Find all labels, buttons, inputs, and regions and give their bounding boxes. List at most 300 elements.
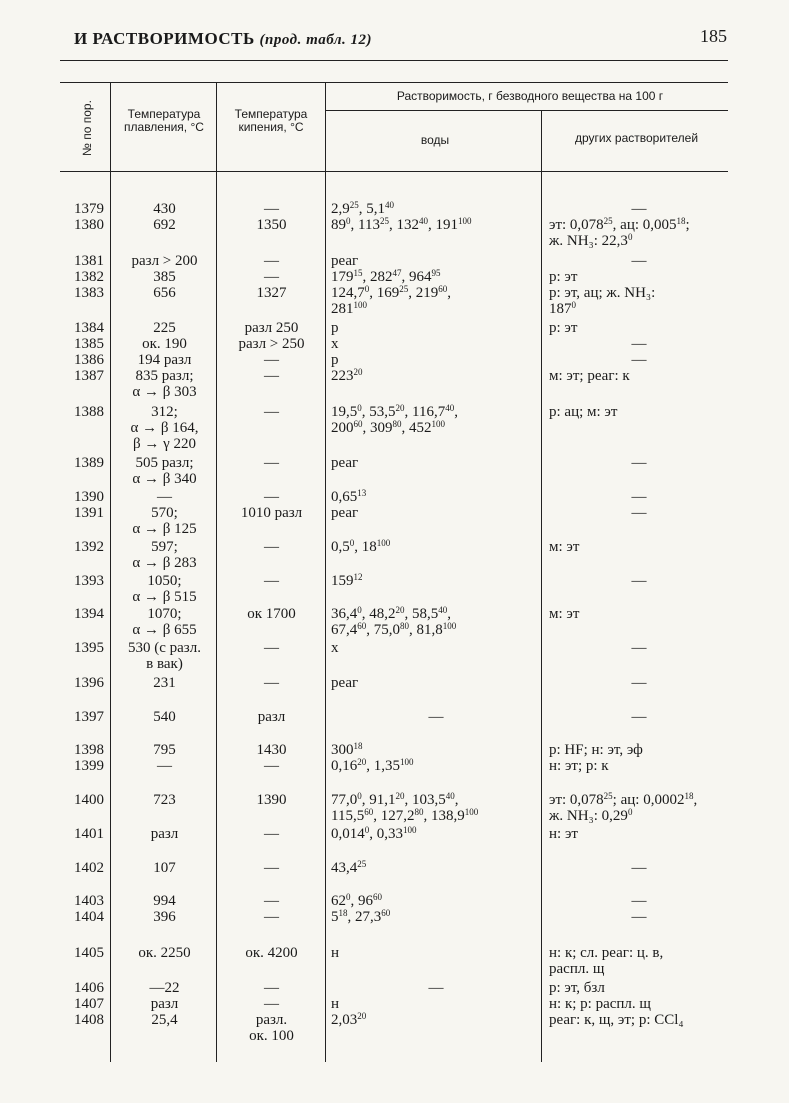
boiling-point [218,640,325,656]
melting-point [113,860,216,876]
melting-point-line: 723 [153,792,176,808]
row-number: 1382 [74,269,104,285]
water-solubility [331,640,541,656]
row-number: 1403 [74,893,104,909]
melting-point [113,336,216,352]
water-solubility [331,826,541,842]
other-solubility-line: м: эт [549,539,580,555]
other-solubility [549,455,729,471]
water-solubility-line: р [331,352,339,368]
other-solubility-line: — [631,893,647,909]
other-solubility [549,945,729,977]
other-solubility-line: н: к; сл. реаг: ц. в, [549,945,664,961]
melting-point [113,269,216,285]
melting-point [113,285,216,301]
row-number: 1393 [74,573,104,589]
water-solubility [331,860,541,876]
melting-point [113,404,216,452]
melting-point-line: 692 [153,217,176,233]
other-solubility [549,640,729,656]
melting-point-line: 430 [153,201,176,217]
other-solubility [549,709,729,725]
boiling-point-line: ок. 100 [249,1028,294,1044]
water-solubility-line: $89^0$, $113^{25}$, $132^{40}$, $191^{100}$ [331,216,472,233]
melting-point-line: α → β 340 [132,471,197,487]
water-solubility [331,893,541,909]
other-solubility-line: — [631,909,647,925]
boiling-point [218,539,325,555]
water-solubility-line: — [428,980,444,996]
melting-point-line: 25,4 [151,1012,178,1028]
water-solubility [331,675,541,691]
other-solubility-line: — [631,201,647,217]
melting-point-line: 225 [153,320,176,336]
melting-point-line: разл > 200 [131,253,198,269]
water-solubility [331,742,541,758]
melting-point-line: ок. 190 [142,336,187,352]
row-number: 1390 [74,489,104,505]
water-solubility [331,404,541,436]
melting-point [113,253,216,269]
row-number: 1380 [74,217,104,233]
other-solubility-line: р: эт, ац; ж. NH₃: [549,285,656,301]
row-number: 1396 [74,675,104,691]
boiling-point-line: 1350 [256,217,287,233]
row-number: 1400 [74,792,104,808]
melting-point [113,539,216,571]
boiling-point [218,606,325,622]
boiling-point [218,352,325,368]
top-rule [60,60,728,61]
other-solubility [549,336,729,352]
water-solubility-line: реаг [331,505,359,521]
boiling-point-line: разл > 250 [238,336,305,352]
boiling-point [218,909,325,925]
other-solubility-line: — [631,336,647,352]
boiling-point [218,201,325,217]
other-solubility-line: н: эт [549,826,578,842]
other-solubility-line: — [631,675,647,691]
other-solubility [549,320,729,336]
other-solubility-line: ж. NH₃: 22,3$^0$ [549,232,633,249]
boiling-point [218,1012,325,1044]
boiling-point [218,253,325,269]
row-number: 1394 [74,606,104,622]
water-solubility-line: реаг [331,253,359,269]
boiling-point [218,860,325,876]
water-solubility-line: $300^{18}$ [331,741,363,758]
water-solubility [331,792,541,824]
boiling-point-line: 1327 [256,285,287,301]
row-number: 1398 [74,742,104,758]
melting-point-line: — [157,758,172,774]
melting-point-line: 530 (с разл. [128,640,201,656]
water-solubility [331,285,541,317]
row-number: 1387 [74,368,104,384]
boiling-point-line: 1430 [256,742,287,758]
boiling-point [218,269,325,285]
boiling-point [218,675,325,691]
melting-point-line: 994 [153,893,176,909]
other-solubility-line: — [631,489,647,505]
water-solubility-line: 67,4$^{60}$, 75,0$^{80}$, 81,8$^{100}$ [331,621,457,638]
row-number: 1408 [74,1012,104,1028]
solubility-rule [325,110,728,111]
melting-point-line: — [157,489,172,505]
boiling-point [218,980,325,996]
row-number: 1388 [74,404,104,420]
melting-point [113,792,216,808]
water-solubility-line: реаг [331,455,359,471]
boiling-point-line: — [264,996,279,1012]
boiling-point-line: 1010 разл [240,505,303,521]
melting-point [113,368,216,400]
row-number: 1392 [74,539,104,555]
water-solubility-line: х [331,640,339,656]
melting-point-line: 385 [153,269,176,285]
water-solubility-line: р [331,320,339,336]
melting-point-line: в вак) [146,656,183,672]
boiling-point-line: — [264,489,279,505]
melting-point [113,573,216,605]
boiling-point-line: — [264,352,279,368]
other-solubility-line: н: эт; р: к [549,758,609,774]
melting-point [113,320,216,336]
water-solubility [331,253,541,269]
boiling-point [218,489,325,505]
other-solubility [549,758,729,774]
other-solubility-line: ж. NH₃: 0,29$^0$ [549,807,633,824]
water-solubility [331,352,541,368]
melting-point [113,505,216,537]
water-solubility-line: 19,5$^0$, 53,5$^{20}$, 116,7$^{40}$, [331,403,458,420]
boiling-point-line: — [264,404,279,420]
other-solubility [549,675,729,691]
boiling-point-line: — [264,826,279,842]
row-number: 1405 [74,945,104,961]
other-solubility [549,368,729,384]
boiling-point-line: 1390 [256,792,287,808]
water-solubility [331,709,541,725]
melting-point-line: разл [150,826,179,842]
water-solubility-line: — [428,709,444,725]
melting-point [113,606,216,638]
melting-point-line: 396 [153,909,176,925]
other-solubility [549,860,729,876]
page-number: 185 [700,26,727,46]
boiling-point [218,573,325,589]
melting-point-line: α → β 125 [132,521,197,537]
header-other: других растворителей [574,131,699,145]
water-solubility [331,573,541,589]
other-solubility-line: р: эт, бзл [549,980,605,996]
section-subtitle: (прод. табл. 12) [259,32,373,48]
boiling-point [218,792,325,808]
other-solubility [549,909,729,925]
water-solubility-line: 0,014$^0$, 0,33$^{100}$ [331,825,417,842]
boiling-point-line: — [264,893,279,909]
water-solubility [331,980,541,996]
melting-point [113,1012,216,1028]
other-solubility [549,253,729,269]
water-solubility [331,336,541,352]
header-melting: Температура плавления, °С [124,107,204,134]
other-solubility [549,505,729,521]
row-number: 1401 [74,826,104,842]
row-number: 1406 [74,980,104,996]
row-number: 1386 [74,352,104,368]
row-number: 1385 [74,336,104,352]
other-solubility [549,539,729,555]
melting-point-line: —22 [149,980,180,996]
water-solubility-line: $62^0$, $96^{60}$ [331,892,382,909]
water-solubility-line: $223^{20}$ [331,367,363,384]
water-solubility-line: $0,5^0$, $18^{100}$ [331,538,391,555]
header-solubility: Растворимость, г безводного вещества на 100 г [396,89,664,103]
other-solubility-line: — [631,640,647,656]
melting-point-line: α → β 655 [132,622,197,638]
row-number: 1381 [74,253,104,269]
water-solubility-line: 36,4$^0$, 48,2$^{20}$, 58,5$^{40}$, [331,605,451,622]
boiling-point-line: — [264,758,279,774]
water-solubility-line: н [331,945,340,961]
boiling-point-line: ок. 4200 [245,945,298,961]
melting-point [113,489,216,505]
other-solubility-line: — [631,709,647,725]
other-solubility [549,285,729,317]
other-solubility-line: — [631,505,647,521]
water-solubility [331,269,541,285]
other-solubility [549,1012,729,1028]
boiling-point-line: — [264,675,279,691]
melting-point-line: α → β 283 [132,555,197,571]
melting-point-line: 656 [153,285,176,301]
boiling-point-line: — [264,253,279,269]
other-solubility-line: м: эт; реаг: к [549,368,630,384]
boiling-point-line: разл 250 [244,320,299,336]
other-solubility-line: реаг: к, щ, эт; р: CCl₄ [549,1012,684,1028]
boiling-point [218,404,325,420]
water-solubility [331,489,541,505]
boiling-point [218,336,325,352]
other-solubility-line: распл. щ [549,961,605,977]
boiling-point-line: — [264,860,279,876]
other-solubility-line: р: ац; м: эт [549,404,618,420]
other-solubility-line: р: HF; н: эт, эф [549,742,643,758]
melting-point-line: разл [150,996,179,1012]
other-solubility [549,826,729,842]
boiling-point [218,826,325,842]
other-solubility [549,201,729,217]
water-solubility [331,758,541,774]
water-solubility [331,217,541,233]
melting-point [113,640,216,672]
other-solubility-line: — [631,455,647,471]
boiling-point-line: — [264,269,279,285]
melting-point [113,909,216,925]
row-number: 1397 [74,709,104,725]
melting-point-line: 505 разл; [135,455,194,471]
melting-point [113,826,216,842]
water-solubility [331,606,541,638]
water-solubility-line: 115,5$^{60}$, 127,2$^{80}$, 138,9$^{100}$ [331,807,479,824]
boiling-point [218,368,325,384]
melting-point-line: β → γ 220 [132,436,196,452]
water-solubility [331,1012,541,1028]
boiling-point-line: — [264,909,279,925]
other-solubility [549,606,729,622]
water-solubility-line: $159^{12}$ [331,572,363,589]
melting-point-line: α → β 515 [132,589,197,605]
water-solubility-line: $281^{100}$ [331,300,367,317]
header-water: воды [420,133,450,147]
boiling-point [218,505,325,521]
other-solubility [549,489,729,505]
row-number: 1389 [74,455,104,471]
water-solubility-line: 2,03$^{20}$ [331,1011,367,1028]
section-title: И РАСТВОРИМОСТЬ [74,29,255,48]
melting-point-line: α → β 303 [132,384,197,400]
water-solubility [331,201,541,217]
water-solubility-line: х [331,336,339,352]
row-number: 1402 [74,860,104,876]
water-solubility-line: $200^{60}$, $309^{80}$, $452^{100}$ [331,419,445,436]
boiling-point-line: — [264,455,279,471]
water-solubility-line: н [331,996,340,1012]
other-solubility-line: $187^0$ [549,300,576,317]
boiling-point-line: — [264,573,279,589]
boiling-point-line: — [264,980,279,996]
melting-point [113,217,216,233]
row-number: 1379 [74,201,104,217]
other-solubility [549,404,729,420]
melting-point [113,980,216,996]
water-solubility [331,996,541,1012]
boiling-point-line: разл. [255,1012,288,1028]
melting-point-line: 194 разл [137,352,192,368]
header-bottom-rule [60,171,728,172]
melting-point [113,201,216,217]
boiling-point-line: — [264,640,279,656]
water-solubility [331,945,541,961]
water-solubility-line: $2,9^{25}$, $5,1^{40}$ [331,200,394,217]
melting-point-line: ок. 2250 [138,945,191,961]
water-solubility-line: реаг [331,675,359,691]
header-boiling: Температура кипения, °С [234,107,308,134]
water-solubility [331,455,541,471]
header-number: № по пор. [80,100,94,156]
boiling-point [218,320,325,336]
other-solubility-line: эт: 0,078$^{25}$, ац: 0,005$^{18}$; [549,216,690,233]
boiling-point [218,285,325,301]
row-number: 1391 [74,505,104,521]
water-solubility-line: $179^{15}$, $282^{47}$, $964^{95}$ [331,268,441,285]
boiling-point [218,758,325,774]
melting-point-line: 795 [153,742,176,758]
water-solubility-line: 0,16$^{20}$, 1,35$^{100}$ [331,757,414,774]
col-sep-3 [325,82,326,1062]
water-solubility [331,320,541,336]
melting-point [113,709,216,725]
water-solubility [331,368,541,384]
melting-point [113,996,216,1012]
row-number: 1399 [74,758,104,774]
melting-point-line: 1070; [147,606,182,622]
col-sep-4 [541,110,542,1062]
row-number: 1404 [74,909,104,925]
other-solubility [549,217,729,249]
boiling-point-line: — [264,539,279,555]
melting-point-line: 597; [151,539,178,555]
melting-point [113,455,216,487]
melting-point [113,945,216,961]
water-solubility [331,909,541,925]
other-solubility [549,980,729,996]
boiling-point [218,455,325,471]
other-solubility-line: — [631,253,647,269]
other-solubility [549,352,729,368]
boiling-point-line: — [264,368,279,384]
boiling-point [218,742,325,758]
row-number: 1383 [74,285,104,301]
melting-point-line: 107 [153,860,176,876]
water-solubility [331,505,541,521]
boiling-point [218,945,325,961]
other-solubility [549,573,729,589]
boiling-point-line: — [264,201,279,217]
melting-point [113,758,216,774]
other-solubility [549,996,729,1012]
other-solubility [549,269,729,285]
melting-point-line: 231 [153,675,176,691]
melting-point [113,893,216,909]
row-number: 1395 [74,640,104,656]
water-solubility-line: 77,0$^0$, 91,1$^{20}$, 103,5$^{40}$, [331,791,459,808]
other-solubility [549,792,729,824]
row-number: 1407 [74,996,104,1012]
melting-point-line: α → β 164, [130,420,199,436]
boiling-point [218,996,325,1012]
other-solubility [549,742,729,758]
other-solubility-line: м: эт [549,606,580,622]
other-solubility-line: р: эт [549,269,578,285]
melting-point [113,352,216,368]
other-solubility [549,893,729,909]
other-solubility-line: — [631,573,647,589]
other-solubility-line: р: эт [549,320,578,336]
water-solubility [331,539,541,555]
melting-point [113,742,216,758]
other-solubility-line: н: к; р: распл. щ [549,996,651,1012]
other-solubility-line: — [631,352,647,368]
boiling-point-line: разл [257,709,286,725]
melting-point [113,675,216,691]
running-head [74,29,372,49]
water-solubility-line: $5^{18}$, 27,3$^{60}$ [331,908,391,925]
other-solubility-line: эт: 0,078$^{25}$; ац: 0,0002$^{18}$, [549,791,698,808]
row-number: 1384 [74,320,104,336]
water-solubility-line: 124,7$^0$, $169^{25}$, $219^{60}$, [331,284,451,301]
water-solubility-line: 43,4$^{25}$ [331,859,367,876]
melting-point-line: 1050; [147,573,182,589]
melting-point-line: 312; [151,404,178,420]
boiling-point-line: ок 1700 [247,606,296,622]
other-solubility-line: — [631,860,647,876]
melting-point-line: 835 разл; [135,368,194,384]
boiling-point [218,217,325,233]
melting-point-line: 570; [151,505,178,521]
boiling-point [218,709,325,725]
